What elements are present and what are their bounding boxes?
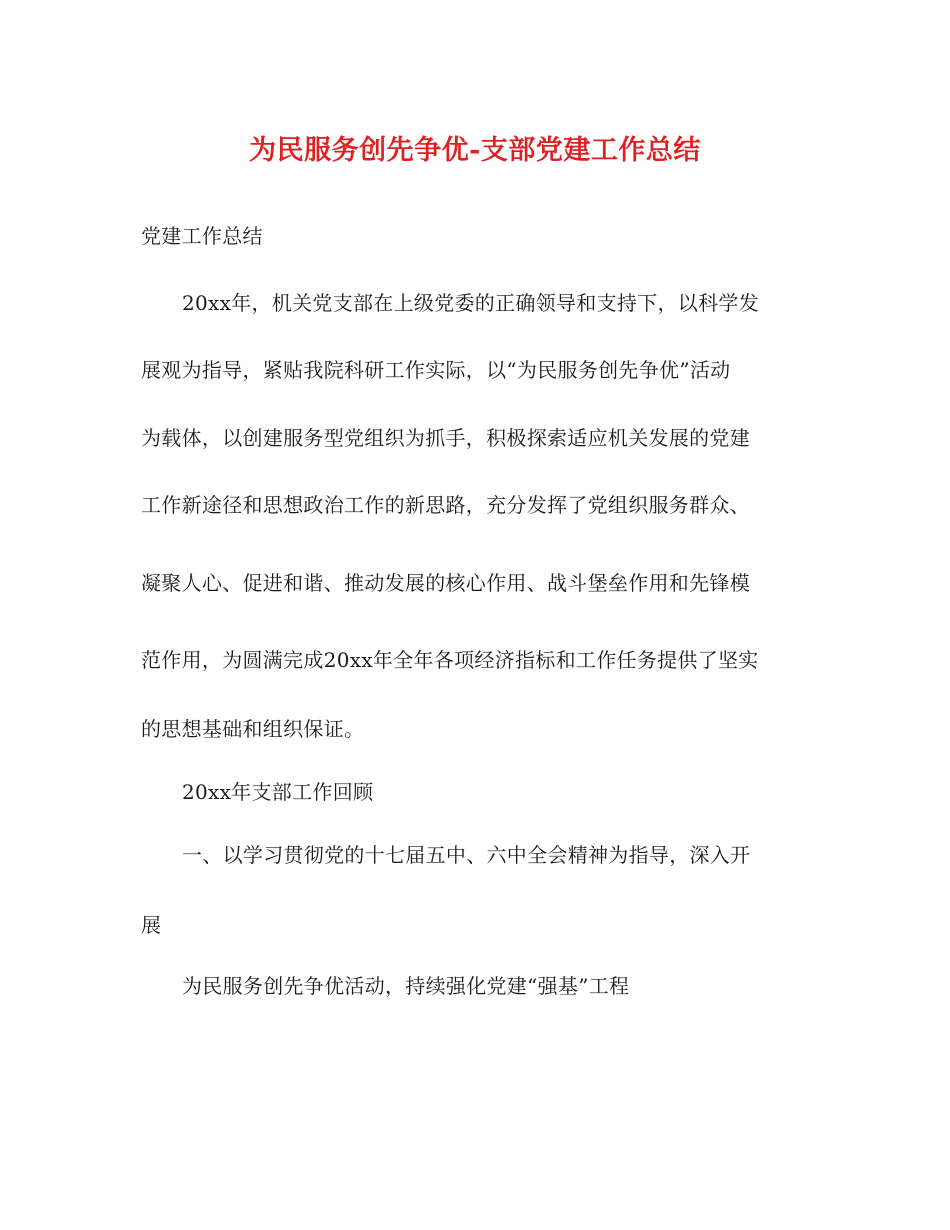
paragraph-line: 的思想基础和组织保证。 [141, 717, 365, 741]
document-title: 为民服务创先争优-支部党建工作总结 [249, 135, 701, 166]
paragraph-line: 展观为指导，紧贴我院科研工作实际，以“为民服务创先争优”活动 [141, 358, 731, 382]
paragraph-line: 为载体，以创建服务型党组织为抓手，积极探索适应机关发展的党建 [141, 426, 750, 450]
paragraph-line: 工作新途径和思想政治工作的新思路，充分发挥了党组织服务群众、 [141, 493, 750, 517]
paragraph-line: 为民服务创先争优活动，持续强化党建“强基”工程 [182, 974, 630, 998]
paragraph-line: 凝聚人心、促进和谐、推动发展的核心作用、战斗堡垒作用和先锋模 [141, 571, 750, 595]
paragraph-line: 20xx年，机关党支部在上级党委的正确领导和支持下，以科学发 [182, 291, 760, 315]
paragraph-line: 范作用，为圆满完成20xx年全年各项经济指标和工作任务提供了坚实 [141, 648, 759, 672]
paragraph-line: 展 [141, 913, 162, 937]
section-heading: 党建工作总结 [141, 224, 263, 248]
subsection-heading: 20xx年支部工作回顾 [182, 780, 374, 804]
paragraph-line: 一、以学习贯彻党的十七届五中、六中全会精神为指导，深入开 [182, 843, 751, 867]
